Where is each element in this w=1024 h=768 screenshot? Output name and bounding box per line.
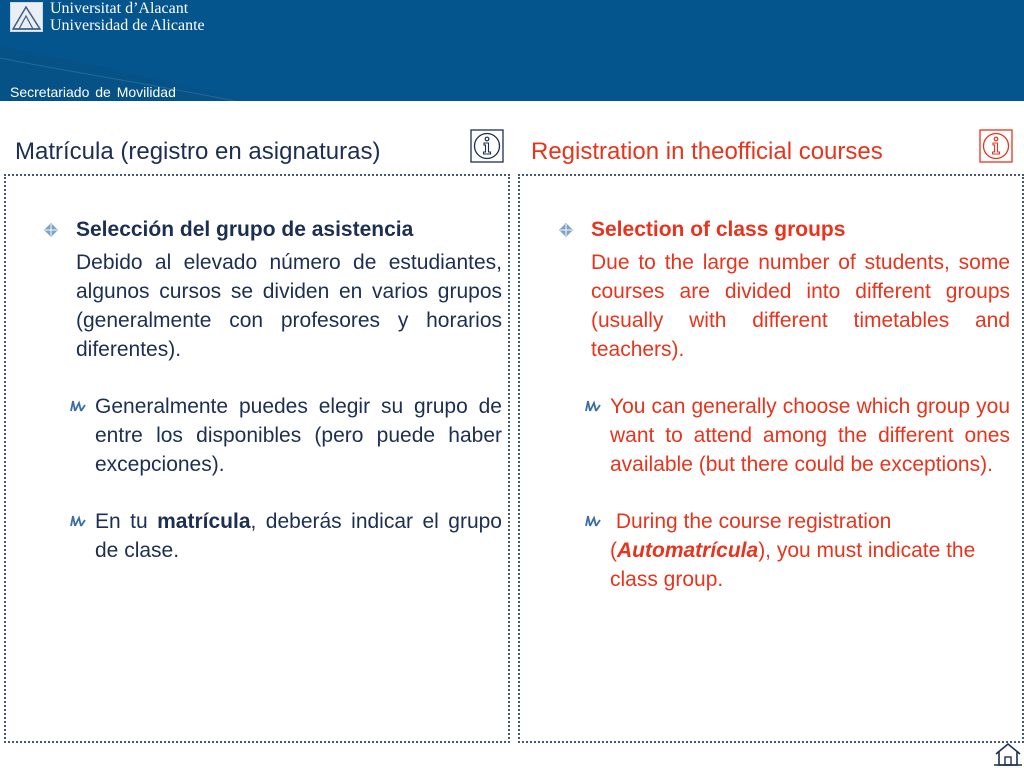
spanish-title: Matrícula (registro en asignaturas): [15, 138, 381, 165]
university-name-catalan: Universitat d’Alacant: [50, 0, 189, 17]
english-subitem-2: [610, 507, 1010, 594]
english-subitem-1-text: You can generally choose which group you want to attend among the different ones available (but there could be exceptions).: [610, 395, 1010, 476]
diamond-bullet-icon: [44, 223, 58, 237]
info-icon[interactable]: [470, 129, 504, 163]
english-heading-item: [585, 215, 1010, 244]
spanish-subitem-1-text: Generalmente puedes elegir su grupo de entre los disponibles (pero puede haber excepciones).: [95, 395, 502, 476]
english-subitem-2-text-start: During the course registration (: [610, 510, 898, 562]
spanish-subitem-2-text-end: , deberás indicar el grupo de clase.: [95, 510, 502, 562]
university-name-spanish: Universidad de Alicante: [50, 17, 205, 34]
spanish-content: [70, 215, 502, 565]
english-content: [585, 215, 1010, 594]
home-icon[interactable]: [994, 742, 1022, 766]
arrow-bullet-icon: [585, 398, 601, 412]
spanish-subitem-2: [95, 507, 502, 565]
spanish-subitem-2-text-start: En tu: [95, 510, 158, 533]
english-title: Registration in theofficial courses: [531, 138, 883, 165]
department-name: Secretariado de Movilidad: [10, 84, 176, 100]
arrow-bullet-icon: [585, 513, 601, 527]
spanish-subitem-2-bold: matrícula: [157, 510, 251, 533]
english-paragraph: Due to the large number of students, some courses are divided into different groups (usually with different timetables and teachers).: [591, 251, 1010, 361]
info-icon[interactable]: [979, 129, 1013, 163]
english-subitem-2-text-end: ), you must indicate the class group.: [610, 539, 976, 591]
header-banner: [0, 0, 1024, 101]
arrow-bullet-icon: [70, 513, 86, 527]
english-subitem-1: [610, 392, 1010, 479]
spanish-heading-item: [70, 215, 502, 244]
english-subitem-2-bold: Automatrícula: [617, 539, 759, 562]
arrow-bullet-icon: [70, 398, 86, 412]
spanish-paragraph: Debido al elevado número de estudiantes, algunos cursos se dividen en varios grupos (generalmente con profesores y horarios diferentes).: [76, 251, 502, 361]
english-heading: Selection of class groups: [591, 218, 846, 241]
spanish-subitem-1: [95, 392, 502, 479]
university-logo-icon[interactable]: [10, 2, 43, 32]
spanish-heading: Selección del grupo de asistencia: [76, 218, 414, 241]
diamond-bullet-icon: [559, 223, 573, 237]
